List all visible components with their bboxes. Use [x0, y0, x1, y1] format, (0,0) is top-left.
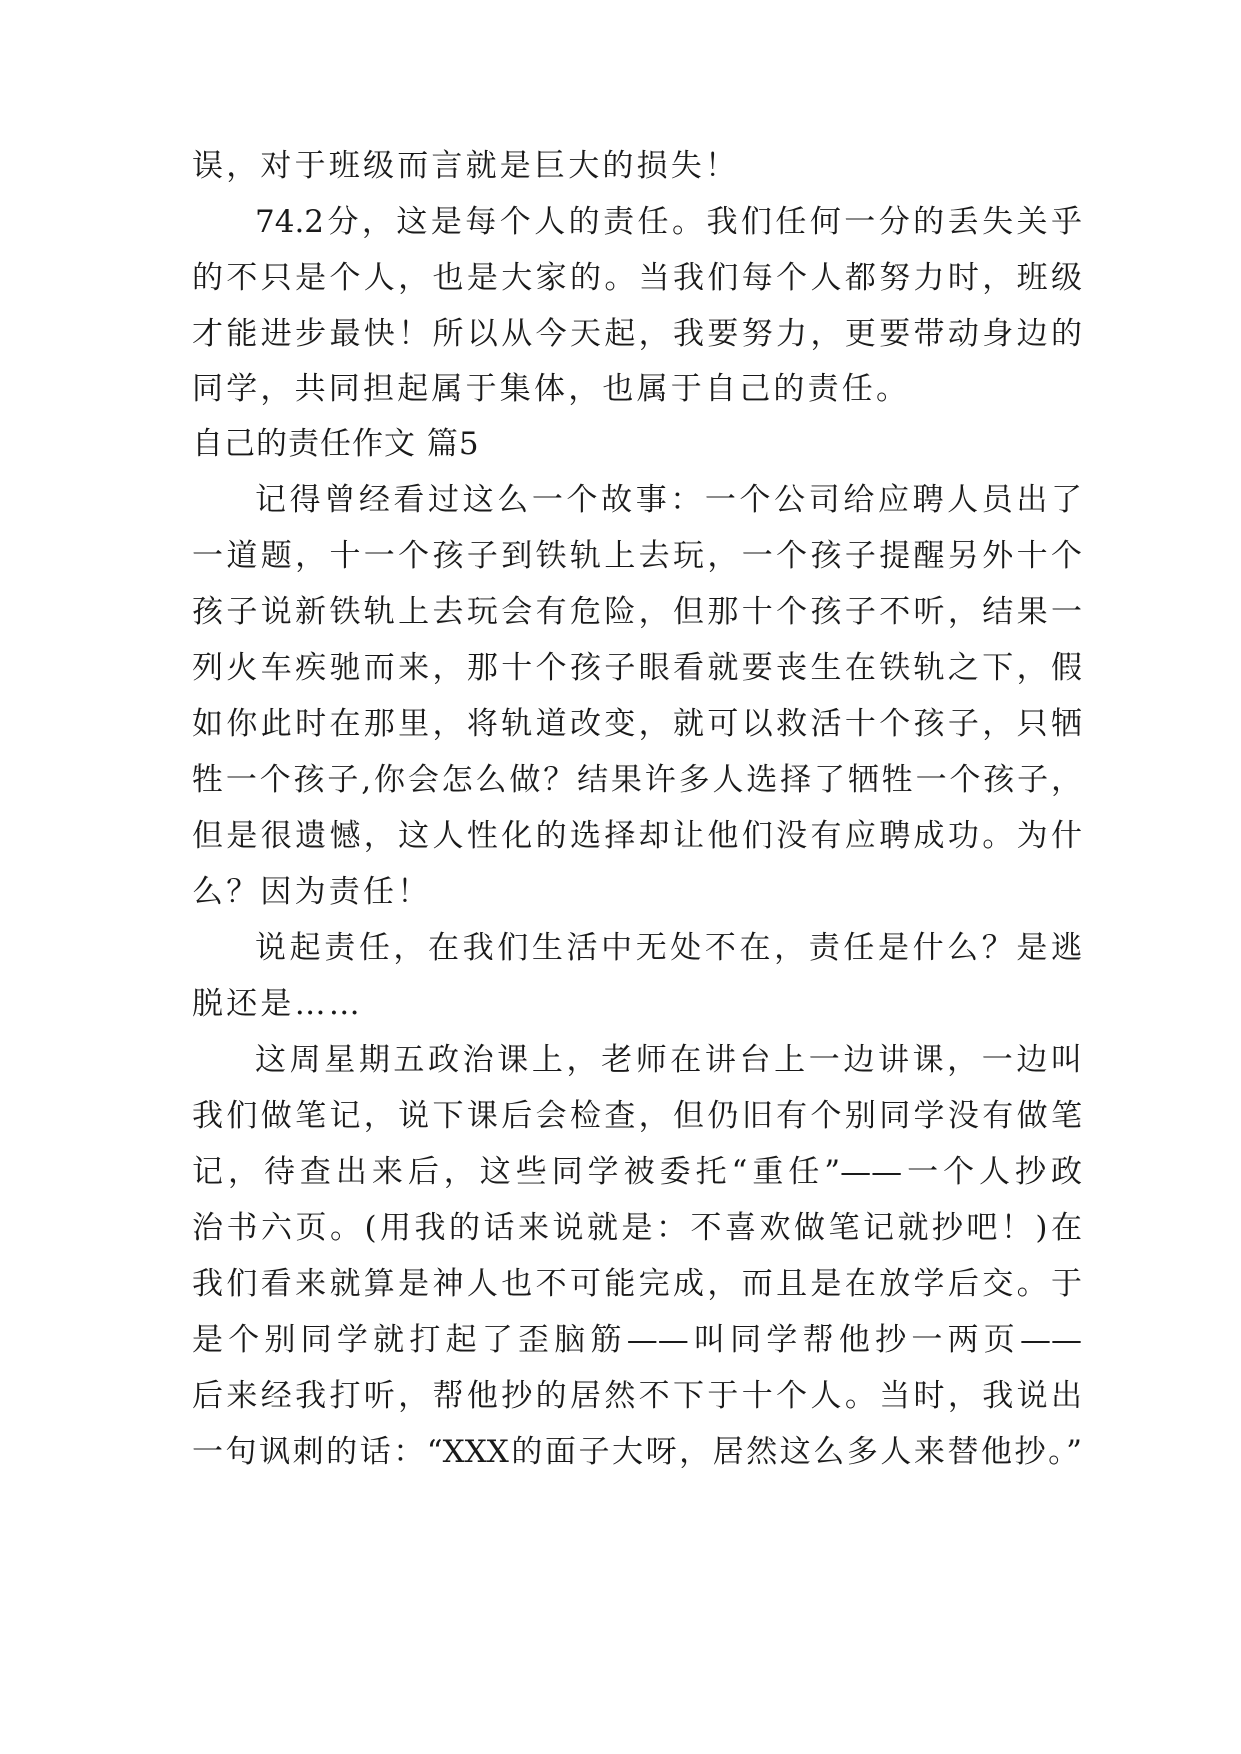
paragraph-line: 说起责任，在我们生活中无处不在，责任是什么？是逃 — [255, 930, 1082, 966]
paragraph-line: 么？因为责任！ — [192, 874, 432, 910]
section-title: 自己的责任作文 篇5 — [192, 426, 480, 462]
paragraph-line: 后来经我打听，帮他抄的居然不下于十个人。当时，我说出 — [192, 1378, 1082, 1414]
paragraph-line: 孩子说新铁轨上去玩会有危险，但那十个孩子不听，结果一 — [192, 594, 1082, 630]
paragraph-line: 同学，共同担起属于集体，也属于自己的责任。 — [192, 371, 911, 407]
paragraph-line: 74.2分，这是每个人的责任。我们任何一分的丢失关乎 — [255, 204, 1082, 240]
paragraph-line: 我们看来就算是神人也不可能完成，而且是在放学后交。于 — [192, 1266, 1082, 1302]
paragraph-line: 的不只是个人，也是大家的。当我们每个人都努力时，班级 — [192, 260, 1082, 296]
paragraph-line: 列火车疾驰而来，那十个孩子眼看就要丧生在铁轨之下，假 — [192, 650, 1082, 686]
paragraph-line: 如你此时在那里，将轨道改变，就可以救活十个孩子，只牺 — [192, 706, 1082, 742]
paragraph-line: 是个别同学就打起了歪脑筋——叫同学帮他抄一两页—— — [192, 1322, 1082, 1358]
paragraph-line: 记，待查出来后，这些同学被委托“重任”——一个人抄政 — [192, 1154, 1082, 1190]
paragraph-line: 治书六页。(用我的话来说就是：不喜欢做笔记就抄吧！)在 — [192, 1210, 1082, 1246]
paragraph-line: 才能进步最快！所以从今天起，我要努力，更要带动身边的 — [192, 316, 1082, 352]
paragraph-line: 记得曾经看过这么一个故事：一个公司给应聘人员出了 — [255, 482, 1082, 518]
paragraph-line: 一道题，十一个孩子到铁轨上去玩，一个孩子提醒另外十个 — [192, 538, 1082, 574]
paragraph-line: 脱还是…… — [192, 986, 363, 1022]
paragraph-line: 我们做笔记，说下课后会检查，但仍旧有个别同学没有做笔 — [192, 1098, 1082, 1134]
paragraph-line: 这周星期五政治课上，老师在讲台上一边讲课，一边叫 — [255, 1042, 1082, 1078]
paragraph-line: 一句讽刺的话：“XXX的面子大呀，居然这么多人来替他抄。” — [192, 1434, 1082, 1470]
paragraph-line: 误，对于班级而言就是巨大的损失！ — [192, 148, 740, 184]
paragraph-line: 牲一个孩子,你会怎么做？结果许多人选择了牺牲一个孩子， — [192, 762, 1082, 798]
paragraph-line: 但是很遗憾，这人性化的选择却让他们没有应聘成功。为什 — [192, 818, 1082, 854]
